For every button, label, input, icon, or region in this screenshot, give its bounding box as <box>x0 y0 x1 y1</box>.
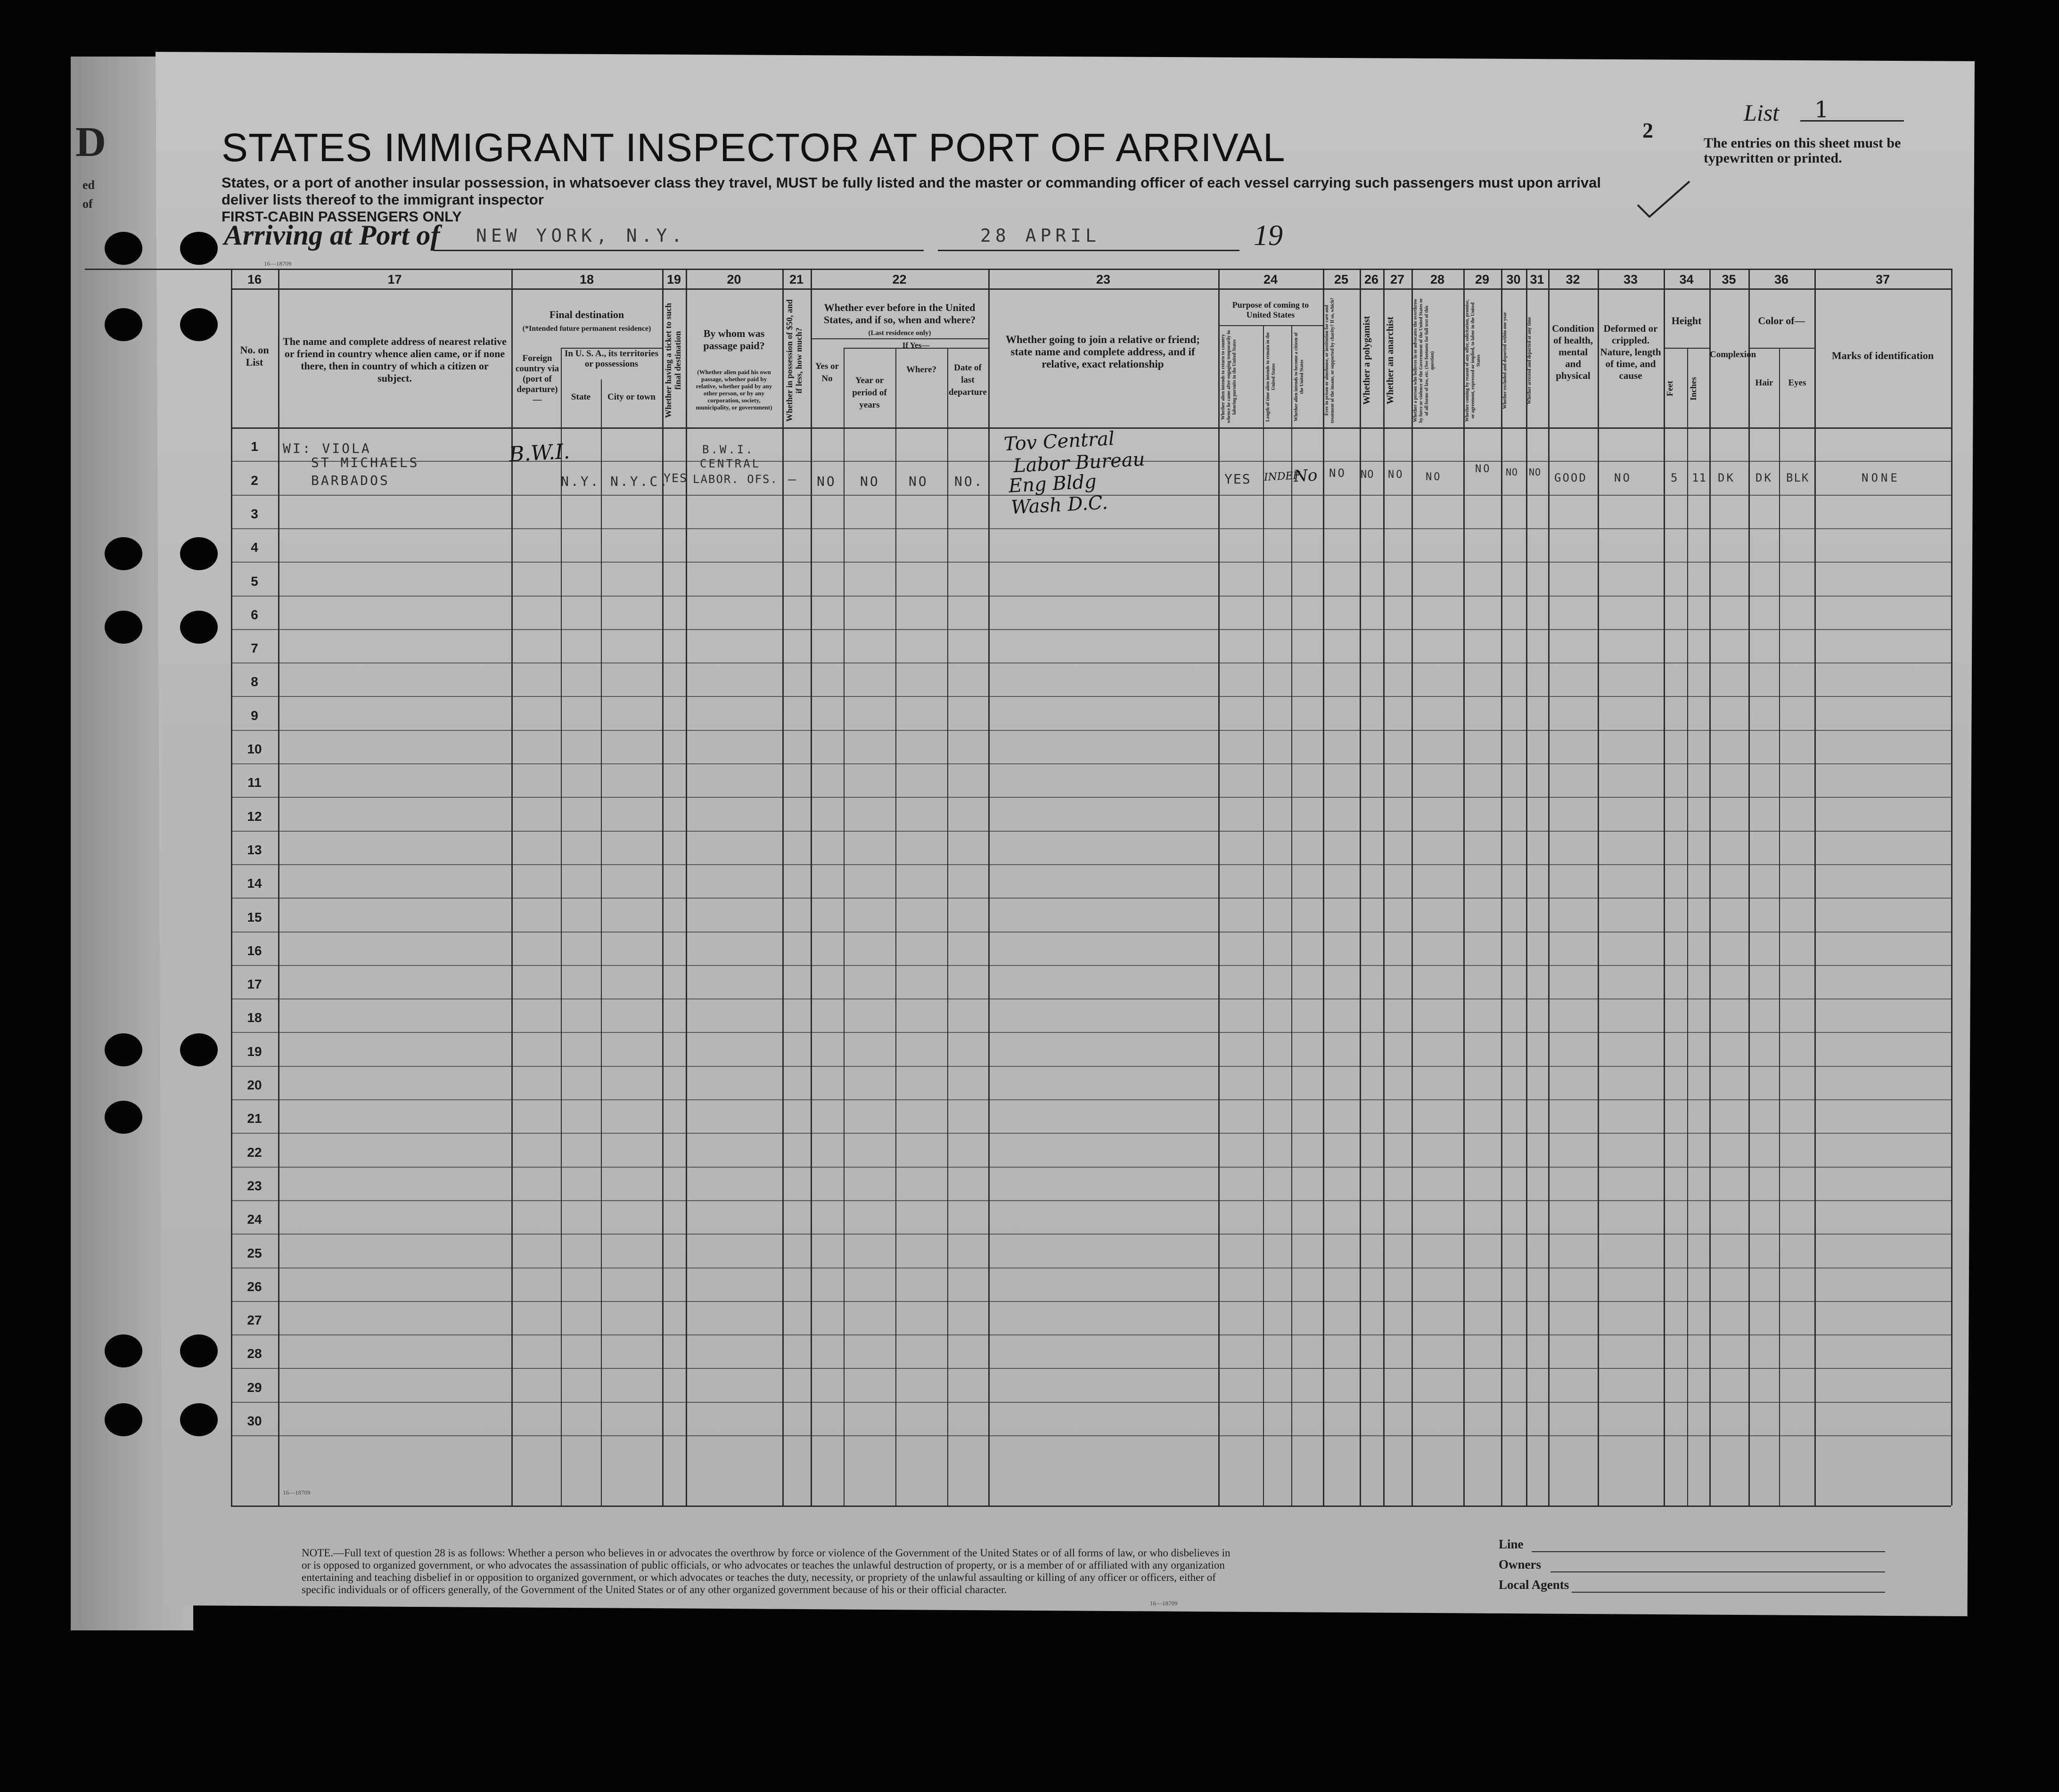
form-code-bottom: 16—18709 <box>283 1489 311 1496</box>
punch-hole <box>105 308 142 341</box>
column-divider <box>811 269 812 1506</box>
header-arrested-deported: Whether arrested and deported at any time <box>1527 317 1532 404</box>
column-divider <box>1814 269 1816 1506</box>
column-number: 23 <box>1096 272 1111 286</box>
header-become-citizen: Whether alien intends to become a citizen of the United States <box>1294 332 1304 422</box>
form-code-top: 16—18709 <box>264 260 292 267</box>
entry-return-intent: YES <box>1224 471 1251 487</box>
row-number: 16 <box>247 943 262 958</box>
header-purpose: Purpose of coming to United States <box>1232 300 1309 319</box>
column-number: 19 <box>666 272 681 286</box>
column-number: 22 <box>892 272 907 286</box>
entry-departure: NO. <box>954 474 984 489</box>
row-number: 26 <box>247 1279 262 1294</box>
row-number: 28 <box>247 1346 262 1361</box>
row-number: 6 <box>251 607 258 622</box>
row-number: 21 <box>247 1111 262 1126</box>
row-number: 15 <box>247 910 262 925</box>
column-divider <box>1263 325 1264 1506</box>
row-number: 4 <box>251 540 258 555</box>
row-line <box>231 1368 1951 1369</box>
header-foreign-country: Foreign country via (port of departure)— <box>515 353 559 405</box>
header-state: State <box>571 392 591 402</box>
row-number: 24 <box>247 1212 262 1227</box>
header-if-yes: If Yes— <box>902 341 930 350</box>
header-date-departure: Date of last departure <box>949 363 987 397</box>
row-line <box>231 1234 1951 1235</box>
entry-marks: NONE <box>1862 471 1900 484</box>
entry-relative-line2: ST MICHAELS <box>311 455 419 470</box>
column-number: 33 <box>1623 272 1638 286</box>
entry-feet: 5 <box>1671 471 1680 484</box>
local-agents-field[interactable] <box>1572 1592 1885 1593</box>
row-number: 10 <box>247 742 262 756</box>
subheader-divider <box>1664 348 1709 349</box>
column-divider <box>1218 269 1220 1506</box>
column-number: 26 <box>1364 272 1379 286</box>
entry-eyes: BLK <box>1786 471 1810 484</box>
row-line <box>231 1032 1951 1033</box>
column-divider <box>1748 269 1750 1506</box>
header-anarchist: Whether an anarchist <box>1385 317 1395 404</box>
column-number: 36 <box>1774 272 1789 286</box>
entry-paid-line1: B.W.I. <box>702 443 755 456</box>
page-number: 2 <box>1642 118 1653 142</box>
punch-hole <box>180 537 218 570</box>
entry-overthrow: NO <box>1426 471 1442 483</box>
list-number: 1 <box>1814 97 1829 123</box>
header-ever-before-in-us: Whether ever before in the United States, and if so, when and where? <box>823 302 976 326</box>
punch-hole <box>105 1101 142 1134</box>
entry-citizen: No <box>1293 466 1318 486</box>
column-divider <box>1598 269 1599 1506</box>
row-number: 7 <box>251 641 258 655</box>
header-hair: Hair <box>1755 378 1773 388</box>
header-marks: Marks of identification <box>1831 350 1934 361</box>
column-divider <box>1323 269 1324 1506</box>
column-divider <box>601 379 602 1506</box>
entry-paid-line3: LABOR. OFS. <box>693 473 778 486</box>
entry-join-line2: Labor Bureau <box>1012 448 1146 477</box>
owners-field[interactable] <box>1550 1571 1885 1572</box>
punch-hole <box>180 611 218 644</box>
entry-complexion: DK <box>1718 471 1735 484</box>
header-relative-address: The name and complete address of nearest relative or friend in country whence alien came, or if none there, then in country of which a citizen or subject. <box>283 335 507 384</box>
row-number: 27 <box>247 1313 262 1327</box>
header-ticket: Whether having a ticket to such final destination <box>664 303 682 418</box>
header-last-residence: (Last residence only) <box>868 329 931 337</box>
entry-relative-line1: WI: VIOLA <box>283 441 371 456</box>
list-underline <box>1800 120 1904 122</box>
line-field[interactable] <box>1532 1551 1885 1552</box>
punch-hole <box>105 232 142 265</box>
punch-hole <box>105 611 142 644</box>
header-prison-almshouse: Ever in prison or almshouse, or institution for care and treatment of the insane, or supported by charity? If so, which? <box>1324 297 1335 424</box>
column-divider <box>988 269 990 1506</box>
row-number: 5 <box>251 574 258 589</box>
row-line <box>231 1402 1951 1403</box>
row-line <box>231 730 1951 731</box>
row-line <box>231 965 1951 966</box>
column-number: 35 <box>1722 272 1736 286</box>
column-number: 17 <box>387 272 402 286</box>
column-divider <box>1360 269 1361 1506</box>
row-line <box>231 831 1951 832</box>
margin-fragment: ed <box>82 178 95 192</box>
header-passage-paid-note: (Whether alien paid his own passage, whether paid by relative, whether paid by any other person, or by any corporation, society, municipality, or government) <box>696 368 772 411</box>
entry-possession: — <box>788 471 798 487</box>
header-polygamist: Whether a polygamist <box>1362 316 1372 405</box>
column-divider <box>1463 269 1465 1506</box>
year-prefix: 19 <box>1254 220 1283 252</box>
header-length-of-stay: Length of time alien intends to remain in the United States <box>1265 332 1276 422</box>
column-divider <box>1526 269 1527 1506</box>
column-number: 30 <box>1506 272 1521 286</box>
row-line <box>231 1167 1951 1168</box>
column-number: 28 <box>1430 272 1445 286</box>
column-divider <box>278 269 279 1506</box>
header-excluded-deported: Whether excluded and deported within one year <box>1502 312 1508 409</box>
row-line <box>231 1334 1951 1335</box>
entry-join-line1: Tov Central <box>1003 427 1115 456</box>
column-divider <box>1501 269 1502 1506</box>
header-city-town: City or town <box>607 392 656 402</box>
column-divider <box>1951 269 1952 1506</box>
header-yes-or-no: Yes or No <box>815 361 839 384</box>
row-line <box>231 596 1951 597</box>
entry-period: NO <box>860 474 880 489</box>
row-line <box>231 932 1951 933</box>
column-number: 20 <box>727 272 741 286</box>
form-code-footer: 16—18709 <box>1150 1600 1178 1607</box>
intro-paragraph: States, or a port of another insular possession, in whatsoever class they travel, MUST be fully listed and the master or commanding officer of each vessel carrying such passengers must upon arrival deliver lists thereof to the immigrant inspector <box>221 174 1601 208</box>
column-divider <box>1779 348 1780 1506</box>
row-number: 22 <box>247 1145 262 1160</box>
column-divider <box>662 269 664 1506</box>
row-number: 17 <box>247 977 262 991</box>
header-health: Condition of health, mental and physical <box>1552 323 1594 381</box>
class-line: FIRST-CABIN PASSENGERS ONLY <box>221 208 462 225</box>
subheader-divider <box>1218 325 1323 326</box>
header-passage-paid: By whom was passage paid? <box>703 327 765 352</box>
header-intends-return: Whether alien intends to return to country whence he came after engaging temporarily in laboring pursuits in the United States <box>1221 330 1237 424</box>
row-number: 8 <box>251 674 258 689</box>
entry-anarchist: NO <box>1388 469 1404 481</box>
header-deformed: Deformed or crippled. Nature, length of time, and cause <box>1600 323 1661 381</box>
margin-fragment: D <box>75 119 106 165</box>
row-number: 3 <box>251 507 258 521</box>
row-number: 13 <box>247 843 262 857</box>
entry-deformed: NO <box>1614 471 1632 484</box>
column-divider <box>782 269 784 1506</box>
entry-polygamist: NO <box>1361 469 1374 481</box>
column-divider <box>1548 269 1550 1506</box>
punch-hole <box>105 1334 142 1367</box>
row-number: 19 <box>247 1044 262 1059</box>
column-number: 24 <box>1263 272 1278 286</box>
margin-fragment: of <box>82 197 93 211</box>
line-label: Line <box>1499 1537 1524 1551</box>
column-number: 31 <box>1530 272 1544 286</box>
column-divider <box>1709 269 1711 1506</box>
row-number: 2 <box>251 473 258 488</box>
footnote-question-28: NOTE.—Full text of question 28 is as follows: Whether a person who believes in or advocates the overthrow by force or violence of the Government of the United States or of all forms of law, or who disbelieves in or is opposed to organized government, or who advocates the assassination of public officials, or who advocates or teaches the unlawful destruction of property, or is a member of or affiliated with any organization entertaining and teaching disbelief in or opposition to organized government, or which advocates or teaches the duty, necessity, or propriety of the unlawful assaulting or killing of any officer or officers, either of specific individuals or of officers generally, of the Government of the United States or of any other organized government because of his or their official character. <box>302 1547 1230 1596</box>
entry-hair: DK <box>1755 471 1773 484</box>
entry-health: GOOD <box>1554 471 1587 484</box>
column-divider <box>1291 325 1292 1506</box>
entry-before-yes-no: NO <box>817 474 837 489</box>
entry-prison: NO <box>1329 466 1346 480</box>
arriving-port-line <box>434 250 924 251</box>
punch-hole <box>105 1403 142 1436</box>
header-height: Height <box>1671 315 1702 327</box>
column-divider <box>1411 269 1413 1506</box>
row-line <box>231 629 1951 630</box>
row-number: 12 <box>247 809 262 824</box>
table-top-border <box>85 269 1951 270</box>
row-line <box>231 528 1951 529</box>
row-number: 23 <box>247 1178 262 1193</box>
subheader-divider <box>1748 348 1814 349</box>
row-number: 30 <box>247 1414 262 1428</box>
header-complexion: Complexion <box>1710 350 1756 360</box>
punch-hole <box>180 1334 218 1367</box>
entry-length: INDEF <box>1263 470 1301 483</box>
column-divider <box>686 269 687 1506</box>
entry-arrested: NO <box>1529 466 1542 478</box>
punch-hole <box>105 1033 142 1066</box>
row-number: 11 <box>247 775 262 790</box>
column-divider <box>1383 269 1385 1506</box>
column-number: 18 <box>579 272 594 286</box>
header-final-destination-sub: (*Intended future permanent residence) <box>522 325 651 333</box>
punch-hole <box>180 1403 218 1436</box>
row-line <box>231 864 1951 865</box>
row-line <box>231 1133 1951 1134</box>
row-line <box>231 1435 1951 1436</box>
column-number-border <box>231 288 1951 290</box>
row-line <box>231 1099 1951 1100</box>
column-number: 32 <box>1566 272 1580 286</box>
row-number: 18 <box>247 1010 262 1025</box>
owners-label: Owners <box>1499 1557 1541 1571</box>
arriving-port: NEW YORK, N.Y. <box>476 225 687 246</box>
column-number: 37 <box>1875 272 1890 286</box>
entry-ticket: YES <box>664 471 688 485</box>
row-line <box>231 763 1951 764</box>
punch-hole <box>180 308 218 341</box>
column-number: 29 <box>1475 272 1490 286</box>
header-overthrow: Whether a person who believes in or advocates the overthrow by force or violence of the Government of the United States or of all forms of law, etc. (See footnote for full text of this question) <box>1413 298 1435 423</box>
list-label: List <box>1744 99 1780 126</box>
row-line <box>231 797 1951 798</box>
header-possession-50: Whether in possession of $50, and if less, how much? <box>785 299 804 422</box>
header-where: Where? <box>906 365 937 375</box>
column-number: 34 <box>1679 272 1694 286</box>
arriving-date-line <box>938 250 1239 251</box>
row-line <box>231 696 1951 697</box>
row-line <box>231 1301 1951 1302</box>
punch-hole <box>105 537 142 570</box>
row-line <box>231 1066 1951 1067</box>
column-number: 25 <box>1334 272 1349 286</box>
header-period-years: Year or period of years <box>852 376 887 410</box>
entry-state: N.Y. <box>561 474 600 489</box>
header-no-on-list: No. on List <box>240 344 269 368</box>
column-divider <box>561 348 562 1506</box>
check-mark <box>1635 179 1692 221</box>
entry-excluded: NO <box>1506 466 1518 478</box>
row-number: 9 <box>251 708 258 723</box>
row-line <box>231 998 1951 999</box>
entry-join-line4: Wash D.C. <box>1010 491 1108 519</box>
header-final-destination: Final destination <box>549 309 624 320</box>
row-number: 1 <box>251 439 258 454</box>
header-in-usa: In U. S. A., its territories or possessions <box>565 349 658 369</box>
row-number: 14 <box>247 876 262 891</box>
column-number: 27 <box>1390 272 1405 286</box>
punch-hole <box>180 232 218 265</box>
arriving-date: 28 APRIL <box>980 225 1101 246</box>
header-feet: Feet <box>1665 381 1674 397</box>
entry-where: NO <box>909 474 928 489</box>
entry-foreign-country: B.W.I. <box>508 439 571 467</box>
punch-hole <box>180 1033 218 1066</box>
column-number: 16 <box>247 272 262 286</box>
column-number: 21 <box>789 272 804 286</box>
header-color-of: Color of— <box>1758 315 1805 327</box>
row-line <box>231 1200 1951 1201</box>
row-number: 25 <box>247 1246 262 1260</box>
header-going-to-join: Whether going to join a relative or friend; state name and complete address, and if relative, exact relationship <box>1005 334 1200 370</box>
column-divider <box>844 348 845 1506</box>
intro-text <box>221 174 1635 225</box>
row-number: 29 <box>247 1380 262 1395</box>
entry-offer: NO <box>1475 463 1492 475</box>
header-inches: Inches <box>1689 377 1698 401</box>
local-agents-label: Local Agents <box>1499 1578 1569 1592</box>
header-eyes: Eyes <box>1788 378 1806 388</box>
form-title: STATES IMMIGRANT INSPECTOR AT PORT OF ARRIVAL <box>221 125 1286 170</box>
arriving-label: Arriving at Port of <box>224 220 440 251</box>
row-line <box>231 562 1951 563</box>
column-divider <box>1687 348 1688 1506</box>
entry-paid-line2: CENTRAL <box>700 457 761 470</box>
row-line <box>231 898 1951 899</box>
typewritten-instruction: The entries on this sheet must be typewritten or printed. <box>1704 135 1901 166</box>
entry-city: N.Y.C. <box>610 474 670 489</box>
entry-inches: 11 <box>1692 471 1706 484</box>
column-divider <box>1664 269 1665 1506</box>
column-divider <box>947 348 948 1506</box>
table-bottom-border <box>231 1506 1951 1507</box>
row-number: 20 <box>247 1078 262 1092</box>
header-offer-to-labor: Whether coming by reason of any offer, solicitation, promise, or agreement, expressed or implied, to labor in the United States <box>1465 299 1481 422</box>
entry-relative-line3: BARBADOS <box>311 473 390 488</box>
entry-join-line3: Eng Bldg <box>1008 471 1097 497</box>
column-divider <box>895 348 896 1506</box>
